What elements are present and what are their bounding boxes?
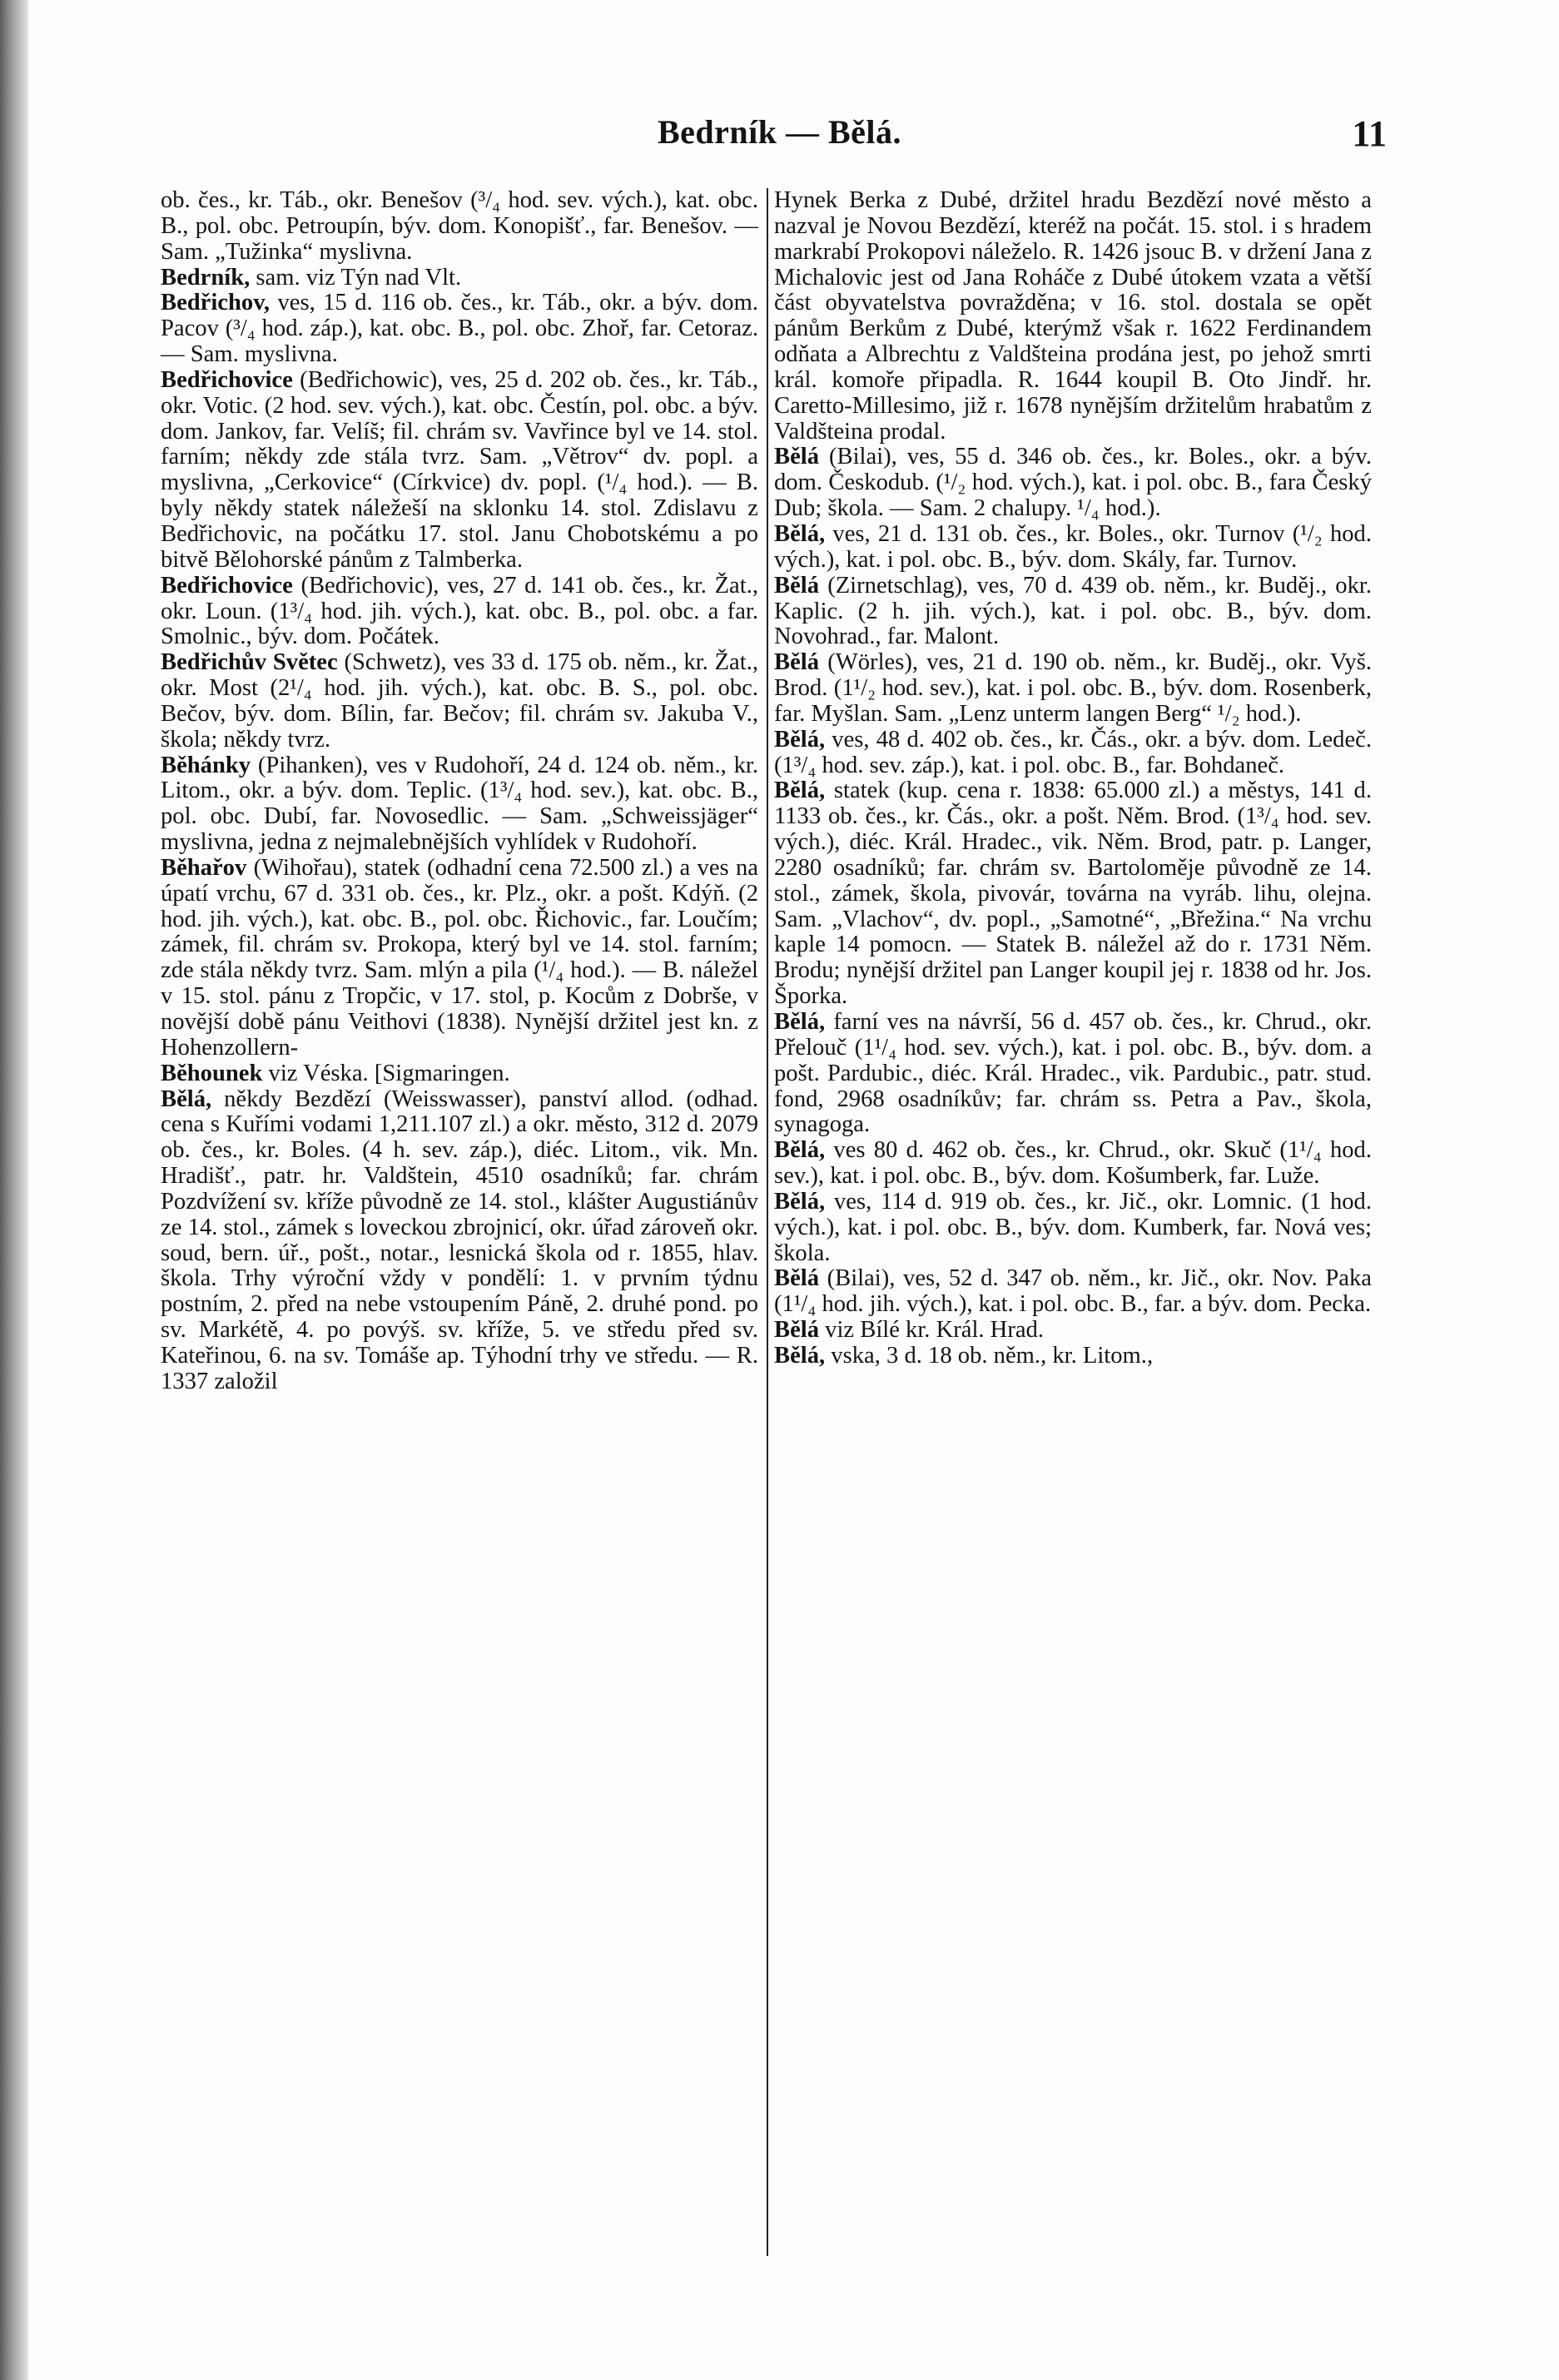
entry-headword: Běhounek (161, 1060, 263, 1086)
dictionary-entry (161, 856, 758, 1061)
entry-headword: Bělá, (774, 1137, 826, 1164)
entry-headword: Bedrník, (161, 264, 251, 291)
entry-text: farní ves na návrší, 56 d. 457 ob. čes., kr. Chrud., okr. Přelouč (1¹/₄ hod. sev. vých.), kat. i pol. obc. B., býv. dom. a pošt. Pardubic., diéc. Král. Hradec., vik. Pardubic., patr. stud. fond, 2968 osadníkův; far. chrám ss. Petra a Pav., škola, synagoga. (774, 1009, 1372, 1138)
entry-text: sam. viz Týn nad Vlt. (250, 264, 462, 291)
dictionary-entry (161, 574, 758, 651)
dictionary-entry (774, 1010, 1372, 1138)
entry-text: viz Véska. [Sigmaringen. (262, 1060, 510, 1086)
entry-headword: Bedřichův Světec (161, 649, 338, 676)
entry-headword: Bělá, (774, 1009, 826, 1035)
dictionary-entry (774, 728, 1372, 779)
dictionary-entry (774, 1318, 1372, 1344)
entry-headword: Bělá (774, 1265, 820, 1292)
entry-headword: Bělá (774, 444, 820, 470)
dictionary-entry (774, 522, 1372, 574)
entry-text: ob. čes., kr. Táb., okr. Benešov (³/₄ hod. sev. vých.), kat. obc. B., pol. obc. Petroupín, býv. dom. Konopišť., far. Benešov. — Sam. „Tužinka“ myslivna. (161, 187, 758, 265)
dictionary-entry (161, 368, 758, 574)
entry-text: (Bilai), ves, 55 d. 346 ob. čes., kr. Boles., okr. a býv. dom. Českodub. (¹/₂ hod. vých.), kat. i pol. obc. B., fara Český Dub; škola. — Sam. 2 chalupy. ¹/₄ hod.). (774, 444, 1372, 522)
dictionary-entry (161, 266, 758, 291)
page-number: 11 (1352, 113, 1387, 154)
dictionary-entry (774, 574, 1372, 651)
entry-text: (Pihanken), ves v Rudohoří, 24 d. 124 ob. něm., kr. Litom., okr. a býv. dom. Teplic. (1³/₄ hod. sev.), kat. obc. B., pol. obc. Dubí, far. Novosedlic. — Sam. „Schweissjäger“ myslivna, jedna z nejmalebnějších vyhlídek v Rudohoří. (161, 752, 758, 856)
dictionary-entry (774, 778, 1372, 1010)
running-head: Bedrník — Bělá. (657, 113, 902, 151)
entry-headword: Bělá, (774, 1342, 826, 1369)
entry-headword: Bělá, (774, 520, 826, 547)
entry-headword: Bělá, (774, 1188, 826, 1215)
entry-text: (Bilai), ves, 52 d. 347 ob. něm., kr. Jič., okr. Nov. Paka (1¹/₄ hod. jih. vých.), kat. i pol. obc. B., far. a býv. dom. Pecka. (774, 1265, 1372, 1318)
entry-headword: Bělá (774, 649, 820, 676)
dictionary-entry (161, 1087, 758, 1395)
entry-headword: Bělá, (161, 1086, 212, 1112)
dictionary-entry (774, 445, 1372, 522)
entry-text: někdy Bezdězí (Weisswasser), panství allod. (odhad. cena s Kuřími vodami 1,211.107 zl.) a okr. město, 312 d. 2079 ob. čes., kr. Boles. (4 h. sev. záp.), diéc. Litom., vik. Mn. Hradišť., patr. hr. Valdštein, 4510 osadníků; far. chrám Pozdvížení sv. kříže původně ze 14. stol., klášter Augustiánův ze 14. stol., zámek s loveckou zbrojnicí, okr. úřad zároveň okr. soud, bern. úř., pošt., notar., lesnická škola od r. 1855, hlav. škola. Trhy výroční vždy v pondělí: 1. v prvním týdnu postním, 2. před na nebe vstoupením Páně, 2. druhé pond. po sv. Markétě, 4. po povýš. sv. kříže, 5. ve středu před sv. Kateřinou, 6. na sv. Tomáše ap. Týhodní trhy ve středu. — R. 1337 založil (161, 1086, 758, 1394)
entry-text: ves, 48 d. 402 ob. čes., kr. Čás., okr. a býv. dom. Ledeč. (1³/₄ hod. sev. záp.), kat. i pol. obc. B., far. Bohdaneč. (774, 726, 1372, 778)
entry-headword: Bedřichov, (161, 290, 271, 316)
entry-text: viz Bílé kr. Král. Hrad. (819, 1317, 1044, 1344)
entry-headword: Bedřichovice (161, 572, 293, 599)
entry-text: statek (kup. cena r. 1838: 65.000 zl.) a městys, 141 d. 1133 ob. čes., kr. Čás., okr. a pošt. Něm. Brod. (1³/₄ hod. sev. vých.), diéc. Král. Hradec., vik. Něm. Brod, patr. p. Langer, 2280 osadníků; far. chrám sv. Bartoloměje původně ze 14. stol., zámek, škola, pivovár, továrna na vyráb. lihu, olejna. Sam. „Vlachov“, dv. popl., „Samotné“, „Břežina.“ Na vrchu kaple 14 pomocn. — Statek B. náležel až do r. 1731 Něm. Brodu; nynější držitel pan Langer koupil jej r. 1838 od hr. Jos. Šporka. (774, 778, 1372, 1010)
column-divider (767, 188, 768, 2256)
entry-text: ves, 21 d. 131 ob. čes., kr. Boles., okr. Turnov (¹/₂ hod. vých.), kat. i pol. obc. B., býv. dom. Skály, far. Turnov. (774, 520, 1372, 573)
entry-text: (Wihořau), statek (odhadní cena 72.500 zl.) a ves na úpatí vrchu, 67 d. 331 ob. čes., kr. Plz., okr. a pošt. Kdýň. (2 hod. jih. vých.), kat. obc. B., pol. obc. Řichovic., far. Loučím; zámek, fil. chrám sv. Prokopa, který byl ve 14. stol. farním; zde stála někdy tvrz. Sam. mlýn a pila (¹/₄ hod.). — B. náležel v 15. stol. pánu z Tropčic, v 17. stol, p. Kocům z Dobrše, v novější době pánu Veithovi (1838). Nynější držitel jest kn. z Hohenzollern- (161, 854, 758, 1061)
entry-text: (Bedřichovic), ves, 27 d. 141 ob. čes., kr. Žat., okr. Loun. (1³/₄ hod. jih. vých.), kat. obc. B., pol. obc. a far. Smolnic., býv. dom. Počátek. (161, 572, 758, 650)
entry-headword: Bělá, (774, 778, 826, 804)
entry-text: ves, 114 d. 919 ob. čes., kr. Jič., okr. Lomnic. (1 hod. vých.), kat. i pol. obc. B., býv. dom. Kumberk, far. Nová ves; škola. (774, 1188, 1372, 1266)
entry-text: (Bedřichowic), ves, 25 d. 202 ob. čes., kr. Táb., okr. Votic. (2 hod. sev. vých.), kat. obc. Čestín, pol. obc. a býv. dom. Jankov, far. Velíš; fil. chrám sv. Vavřince byl ve 14. stol. farním; někdy zde stála tvrz. Sam. „Větrov“ dv. popl. a myslivna, „Cerkovice“ (Církvice) dv. popl. (¹/₄ hod.). — B. byly někdy statek náležeší na sklonku 14. stol. Zdislavu z Bedřichovic, na počátku 17. stol. Janu Chobotskému a po bitvě Bělohorské pánům z Talmberka. (161, 366, 758, 573)
entry-text: vska, 3 d. 18 ob. něm., kr. Litom., (825, 1342, 1154, 1369)
entry-headword: Běhánky (161, 752, 251, 778)
dictionary-entry (774, 650, 1372, 728)
dictionary-entry (774, 1138, 1372, 1190)
dictionary-entry (774, 1266, 1372, 1318)
dictionary-entry (774, 1190, 1372, 1267)
right-column (774, 188, 1372, 1369)
dictionary-entry (161, 650, 758, 753)
dictionary-entry (161, 753, 758, 856)
dictionary-entry (161, 1061, 758, 1087)
entry-text: (Schwetz), ves 33 d. 175 ob. něm., kr. Žat., okr. Most (2¹/₄ hod. jih. vých.), kat. obc. B. S., pol. obc. Bečov, býv. dom. Bílin, far. Bečov; fil. chrám sv. Jakuba V., škola; někdy tvrz. (161, 649, 758, 753)
entry-headword: Bělá (774, 572, 820, 599)
entry-headword: Bělá, (774, 726, 826, 753)
page-header (0, 112, 1559, 162)
entry-text: Hynek Berka z Dubé, držitel hradu Bezdězí nové město a nazval je Novou Bezdězí, kteréž na počát. 15. stol. i s hradem markrabí Prokopovi náleželo. R. 1426 jsouc B. v držení Jana z Michalovic jest od Jana Roháče z Dubé útokem vzata a větší část obyvatelstva povražděna; v 16. stol. dostala se opět pánům Berkům z Dubé, kterýmž však r. 1622 Ferdinandem odňata a Albrechtu z Valdšteina prodána jest, po jehož smrti král. komoře připadla. R. 1644 koupil B. Oto Jindř. hr. Caretto-Millesimo, již r. 1678 nynějším držitelům hrabatům z Valdšteina prodal. (774, 187, 1372, 445)
entry-text: (Wörles), ves, 21 d. 190 ob. něm., kr. Buděj., okr. Vyš. Brod. (1¹/₂ hod. sev.), kat. i pol. obc. B., býv. dom. Rosenberk, far. Myšlan. Sam. „Lenz unterm langen Berg“ ¹/₂ hod.). (774, 649, 1372, 727)
entry-text: ves 80 d. 462 ob. čes., kr. Chrud., okr. Skuč (1¹/₄ hod. sev.), kat. i pol. obc. B., býv. dom. Košumberk, far. Luže. (774, 1137, 1372, 1190)
entry-text: ves, 15 d. 116 ob. čes., kr. Táb., okr. a býv. dom. Pacov (³/₄ hod. záp.), kat. obc. B., pol. obc. Zhoř, far. Cetoraz. — Sam. myslivna. (161, 290, 758, 368)
entry-headword: Bedřichovice (161, 366, 293, 393)
entry-headword: Bělá (774, 1317, 820, 1344)
dictionary-entry (774, 1344, 1372, 1369)
dictionary-entry (161, 188, 758, 266)
dictionary-entry (774, 188, 1372, 445)
page-binding-edge (0, 0, 28, 2380)
dictionary-entry (161, 291, 758, 368)
left-column (161, 188, 758, 1395)
entry-text: (Zirnetschlag), ves, 70 d. 439 ob. něm., kr. Buděj., okr. Kaplic. (2 h. jih. vých.), kat. i pol. obc. B., býv. dom. Novohrad., far. Malont. (774, 572, 1372, 650)
entry-headword: Běhařov (161, 854, 247, 881)
